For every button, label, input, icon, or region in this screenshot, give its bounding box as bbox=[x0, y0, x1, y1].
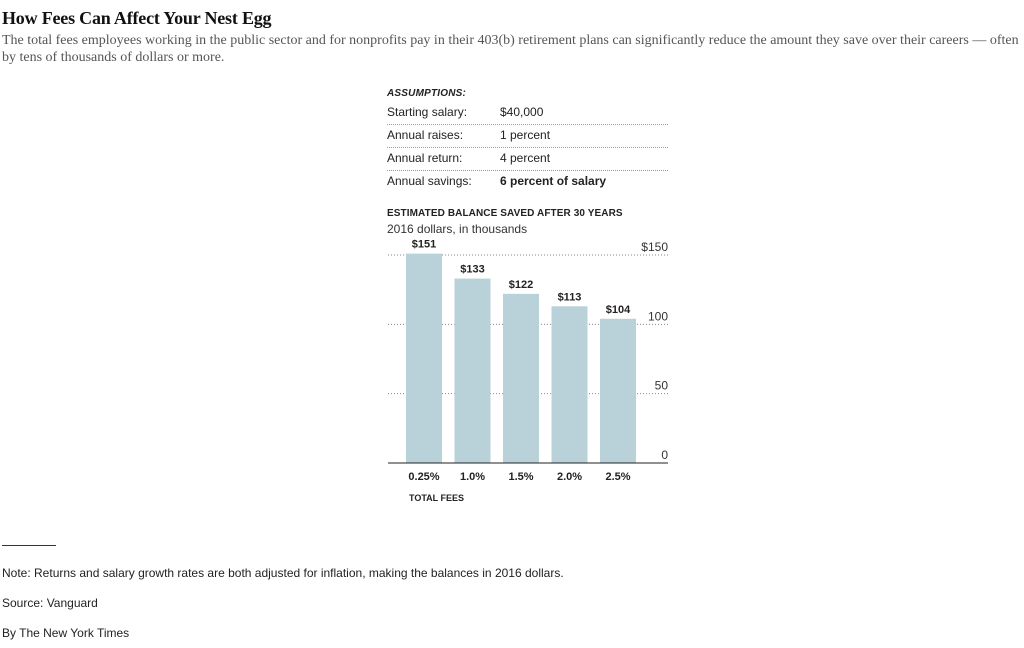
chart-subtitle: 2016 dollars, in thousands bbox=[387, 222, 528, 236]
chart-title: ESTIMATED BALANCE SAVED AFTER 30 YEARS bbox=[387, 208, 623, 219]
footer-rule bbox=[2, 545, 56, 546]
bar-value-label: $133 bbox=[460, 263, 485, 276]
headline: How Fees Can Affect Your Nest Egg bbox=[2, 8, 272, 28]
bar-value-label: $104 bbox=[605, 303, 631, 316]
bar bbox=[552, 306, 588, 463]
assumptions-heading: ASSUMPTIONS: bbox=[387, 88, 467, 99]
x-tick-label: 0.25% bbox=[408, 471, 440, 483]
footer-note: Note: Returns and salary growth rates are both adjusted for inflation, making the balances in 2016 dollars. bbox=[2, 566, 564, 580]
assumption-label: Annual return: bbox=[387, 151, 463, 165]
bar bbox=[503, 294, 539, 463]
x-tick-label: 1.5% bbox=[508, 471, 534, 483]
y-tick-label: 100 bbox=[647, 309, 668, 324]
assumption-label: Annual raises: bbox=[387, 128, 464, 142]
bar bbox=[455, 279, 491, 463]
x-tick-label: 2.0% bbox=[556, 471, 583, 483]
bar-value-label: $151 bbox=[411, 238, 437, 251]
bar-value-label: $113 bbox=[557, 291, 582, 304]
bar bbox=[406, 254, 442, 463]
assumption-value: 6 percent of salary bbox=[500, 174, 607, 188]
x-tick-label: 1.0% bbox=[459, 471, 486, 483]
x-axis-label: TOTAL FEES bbox=[409, 493, 465, 503]
footer-source: Source: Vanguard bbox=[2, 596, 98, 610]
assumption-label: Starting salary: bbox=[387, 105, 468, 119]
subhead: The total fees employees working in the public sector and for nonprofits pay in their 403(b) retirement plans can significantly reduce the amount they save over their careers — often by tens of thousands of dollars or more. bbox=[2, 33, 1019, 65]
bar-value-label: $122 bbox=[508, 278, 534, 291]
x-tick-label: 2.5% bbox=[605, 471, 631, 483]
y-tick-label: $150 bbox=[641, 240, 668, 254]
footer-byline: By The New York Times bbox=[2, 626, 130, 640]
assumption-value: 4 percent bbox=[500, 151, 551, 165]
bar bbox=[600, 319, 636, 463]
y-tick-label: 0 bbox=[661, 448, 668, 462]
assumption-value: $40,000 bbox=[500, 105, 544, 119]
assumption-label: Annual savings: bbox=[387, 174, 472, 188]
y-tick-label: 50 bbox=[654, 378, 668, 393]
assumption-value: 1 percent bbox=[500, 128, 551, 142]
